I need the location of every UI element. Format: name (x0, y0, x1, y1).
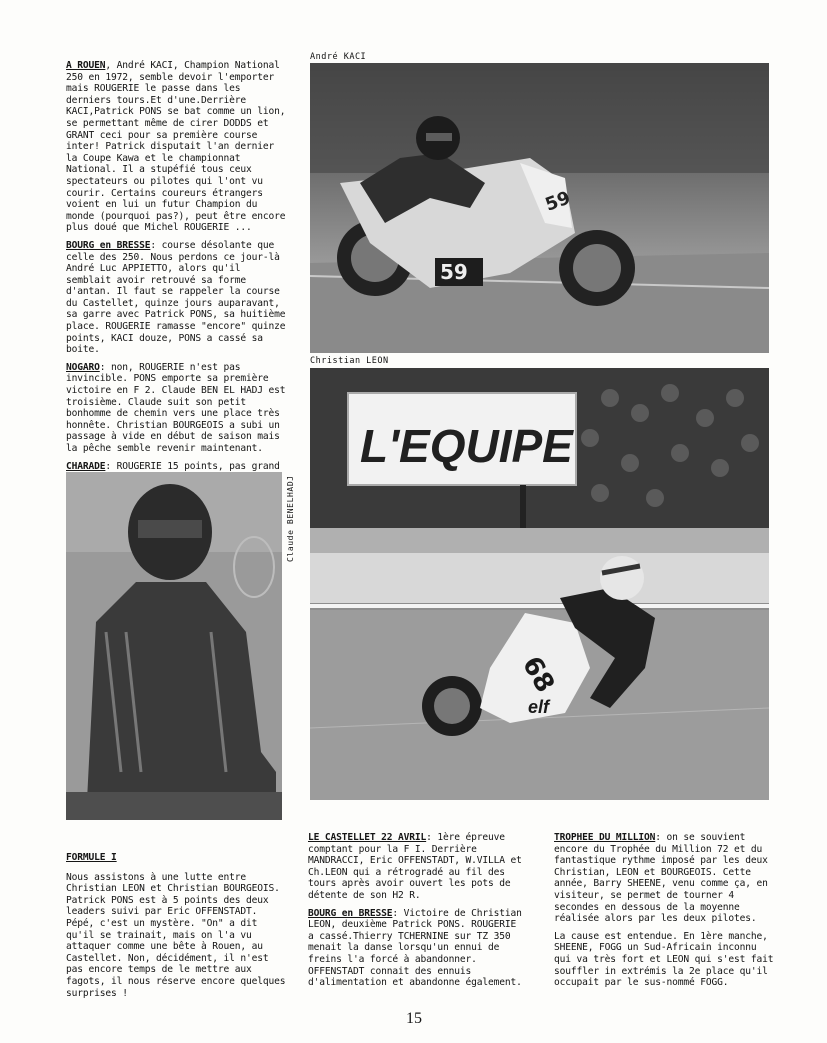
paragraph-rouen: A ROUEN, André KACI, Champion National 250 en 1972, semble devoir l'emporter mais ROUGERIE le passe dans les derniers tours.Et d'une.Derrière KACI,Patrick PONS se bat comme un lion, se permettant même de cirer DODDS et GRANT ceci pour sa première course inter! Patrick disputait l'an dernier la Coupe Kawa et le championnat National. Il a stupéfié tous ceux spectateurs ou pilotes qui l'ont vu courir. Certains coureurs étrangers voient en lui un futur Champion du monde (pourquoi pas?), peut être encore plus doué que Michel ROUGERIE ... (66, 60, 286, 234)
photo-claude-benelhadj (66, 472, 282, 820)
left-article (66, 60, 286, 490)
bike2-number: 68 (515, 651, 561, 698)
photo-christian-leon (310, 368, 769, 800)
paragraph-bourg-f1: BOURG en BRESSE: Victoire de Christian LEON, deuxième Patrick PONS. ROUGERIE a cassé.Thierry TCHERNINE sur TZ 350 menait la danse lorsqu'un ennui de freins l'a forcé à abandonner. OFFENSTADT connait des ennuis d'alimentation et abandonne également. (308, 907, 522, 989)
paragraph-nogaro: NOGARO: non, ROUGERIE n'est pas invincible. PONS emporte sa première victoire en F 2. Claude BEN EL HADJ est troisième. Claude suit son petit bonhomme de chemin vers une place très honnête. Christian BOURGEOIS a subi un passage à vide en début de saison mais la pêche semble revenir maintenant. (66, 361, 286, 454)
bike1-number: 59 (440, 260, 468, 284)
middle-article (308, 832, 526, 995)
paragraph-trophee: TROPHEE DU MILLION: on se souvient encore du Trophée du Million 72 et du fantastique rythme imposé par les deux Christian, LEON et BOURGEOIS. Cette année, Barry SHEENE, venu comme ça, en visiteur, se permet de tourner 4 secondes en dessous de la moyenne réalisée alors par les deux pilotes. (554, 832, 768, 925)
page-number: 15 (406, 1010, 422, 1027)
bike2-sponsor: elf (528, 697, 550, 717)
caption-christian-leon: Christian LEON (310, 356, 389, 366)
caption-claude-benelhadj: Claude BENELHADJ (286, 475, 295, 562)
formule-section (66, 852, 288, 1005)
caption-andre-kaci: André KACI (310, 52, 367, 62)
paragraph-cause: La cause est entendue. En 1ère manche, SHEENE, FOGG un Sud-Africain inconnu qui va très fort et LEON qui s'est fait souffler in extrémis la 2e place qu'il occupait par le sus-nommé FOGG. (554, 930, 774, 989)
photo-claude-benelhadj-image (66, 472, 282, 820)
photo-andre-kaci (310, 63, 769, 353)
right-article (554, 832, 776, 995)
bike1-fairing-number: 59 (542, 187, 574, 216)
photo-andre-kaci-image (310, 63, 769, 353)
paragraph-castellet: LE CASTELLET 22 AVRIL: 1ère épreuve comptant pour la F I. Derrière MANDRACCI, Eric OFFENSTADT, W.VILLA et Ch.LEON qui a rétrogradé au fil des tours après avoir ouvert les pots de détente de son H2 R. (308, 832, 522, 901)
paragraph-charade: CHARADE: ROUGERIE 15 points, pas grand (66, 460, 280, 472)
formule-heading: FORMULE I (66, 852, 117, 863)
formule-text: Nous assistons à une lutte entre Christian LEON et Christian BOURGEOIS. Patrick PONS est à 5 points des deux leaders suivi par Eric OFFENSTADT. Pépé, c'est un mystère. "On" a dit qu'il se trainait, mais on l'a vu attaquer comme une bête à Rouen, au Castellet. Non, décidément, il n'est pas encore temps de le mettre aux fagots, il nous réserve encore quelques surprises ! (66, 871, 286, 999)
photo-christian-leon-image (310, 368, 769, 800)
banner-lequipe: L'EQUIPE (360, 420, 573, 472)
paragraph-bourg: BOURG en BRESSE: course désolante que celle des 250. Nous perdons ce jour-là André Luc APPIETTO, alors qu'il semblait avoir retrouvé sa forme d'antan. Il faut se rappeler la course du Castellet, quinze jours auparavant, sa garre avec Patrick PONS, sa huitième place. ROUGERIE ramasse "encore" quinze points, KACI douze, PONS a cassé sa boite. (66, 239, 286, 356)
